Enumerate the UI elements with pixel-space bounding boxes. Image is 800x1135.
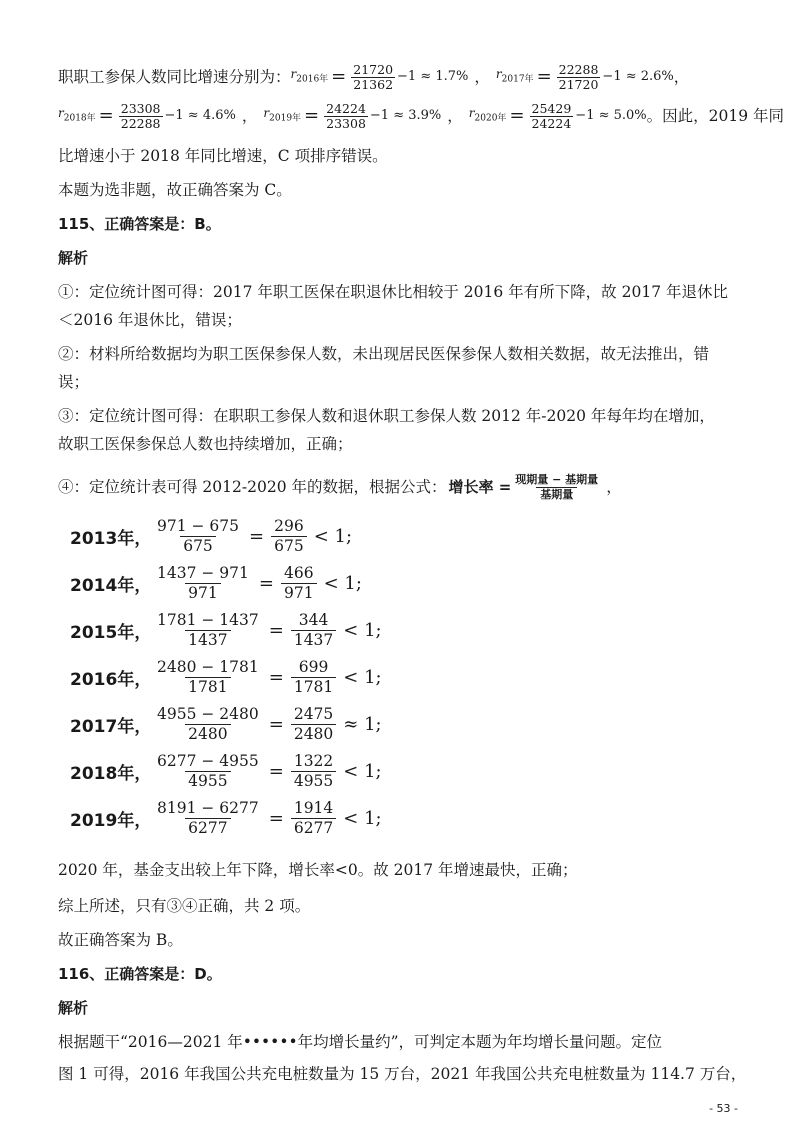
ratio-fraction: $\frac{466}{971}$	[281, 564, 317, 603]
year-label: 2015年，	[70, 622, 152, 643]
text-line: 故职工医保参保总人数也持续增加，正确；	[58, 435, 353, 453]
year-label: 2016年，	[70, 669, 152, 690]
text-line: 故正确答案为 B。	[58, 931, 183, 949]
year-label: 2013年，	[70, 528, 152, 549]
comparison: < 1;	[343, 760, 382, 782]
year-label: 2014年，	[70, 575, 152, 596]
text-line: 2020 年，基金支出较上年下降，增长率<0。故 2017 年增速最快，正确；	[58, 861, 578, 879]
rate-symbol: $r_{2018年}$	[58, 106, 96, 124]
difference-fraction: $\frac{1781 - 1437}{1437}$	[157, 610, 259, 649]
text-line: 本题为选非题，故正确答案为 C。	[58, 181, 292, 199]
year-label: 2018年，	[70, 763, 152, 784]
comparison: < 1;	[343, 807, 382, 829]
fraction: $\frac{22288}{21720}$	[558, 61, 599, 92]
answer-116: 116、正确答案是：D。	[58, 965, 222, 983]
calc-row: 2014年， $\frac{1437 - 971}{971}$ = $\frac{466}{971}$ < 1;	[70, 563, 362, 602]
calc-row: 2018年， $\frac{6277 - 4955}{4955}$ = $\frac{1322}{4955}$ < 1;	[70, 751, 382, 790]
year-label: 2017年，	[70, 716, 152, 737]
year-label: 2019年，	[70, 810, 152, 831]
difference-fraction: $\frac{2480 - 1781}{1781}$	[157, 657, 259, 696]
fraction: $\frac{25429}{24224}$	[531, 100, 572, 131]
growth-rate-line-1: 职职工参保人数同比增速分别为： $r_{2016年}$ = $\frac{21720}{21362}$ −1 ≈ 1.7% ， $r_{2017年}$ = $\frac{22288}{21720}$ −1 ≈ 2.6% ，	[58, 61, 690, 92]
rate-symbol: $r_{2017年}$	[495, 67, 534, 85]
difference-fraction: $\frac{971 - 675}{675}$	[157, 516, 240, 555]
calc-row: 2015年， $\frac{1781 - 1437}{1437}$ = $\frac{344}{1437}$ < 1;	[70, 610, 382, 649]
calc-row: 2019年， $\frac{8191 - 6277}{6277}$ = $\frac{1914}{6277}$ < 1;	[70, 798, 382, 837]
ratio-fraction: $\frac{1914}{6277}$	[291, 799, 336, 838]
text-line: ①：定位统计图可得：2017 年职工医保在职退休比相较于 2016 年有所下降，故 2017 年退休比	[58, 283, 728, 301]
difference-fraction: $\frac{6277 - 4955}{4955}$	[157, 751, 259, 790]
text-line: 误；	[58, 373, 90, 391]
text-line: ③：定位统计图可得：在职职工参保人数和退休职工参保人数 2012 年-2020 年每年均在增加，	[58, 407, 715, 425]
ratio-fraction: $\frac{344}{1437}$	[291, 611, 336, 650]
growth-rate-line-2: $r_{2018年}$ = $\frac{23308}{22288}$ −1 ≈ 4.6% ， $r_{2019年}$ = $\frac{24224}{23308}$ −1 ≈ 3.9% ， $r_{2020年}$ = $\frac{25429}{24224}$ −1 ≈ 5.0% 。因此，2019 年同	[58, 100, 785, 131]
comparison: < 1;	[343, 619, 382, 641]
fraction: $\frac{21720}{21362}$	[353, 61, 394, 92]
calc-row: 2016年， $\frac{2480 - 1781}{1781}$ = $\frac{699}{1781}$ < 1;	[70, 657, 382, 696]
difference-fraction: $\frac{8191 - 6277}{6277}$	[157, 798, 259, 837]
rate-symbol: $r_{2016年}$	[290, 67, 329, 85]
text-line: ＜2016 年退休比，错误；	[58, 311, 242, 329]
growth-formula: $\frac{\text{现期量 − 基期量}}{\text{基期量}}$	[515, 472, 599, 501]
difference-fraction: $\frac{4955 - 2480}{2480}$	[157, 704, 259, 743]
fraction: $\frac{24224}{23308}$	[326, 100, 366, 131]
difference-fraction: $\frac{1437 - 971}{971}$	[157, 563, 249, 602]
comparison: < 1;	[313, 525, 353, 547]
ratio-fraction: $\frac{699}{1781}$	[291, 658, 336, 697]
text-line: 比增速小于 2018 年同比增速，C 项排序错误。	[58, 147, 388, 165]
comparison: < 1;	[343, 666, 382, 688]
ratio-fraction: $\frac{296}{675}$	[271, 517, 307, 556]
answer-115: 115、正确答案是：B。	[58, 215, 221, 233]
page-number: - 53 -	[709, 1102, 738, 1115]
fraction: $\frac{23308}{22288}$	[120, 100, 161, 131]
comparison: < 1;	[323, 572, 362, 594]
analysis-heading: 解析	[58, 249, 89, 267]
rate-symbol: $r_{2020年}$	[468, 106, 507, 124]
analysis-heading: 解析	[58, 999, 89, 1017]
text-line: 图 1 可得，2016 年我国公共充电桩数量为 15 万台，2021 年我国公共充电桩数量为 114.7 万台，	[58, 1065, 747, 1083]
calc-row: 2013年， $\frac{971 - 675}{675}$ = $\frac{296}{675}$ < 1;	[70, 516, 353, 555]
comparison: ≈ 1;	[343, 713, 382, 735]
ratio-fraction: $\frac{2475}{2480}$	[291, 705, 336, 744]
text-line: ②：材料所给数据均为职工医保参保人数，未出现居民医保参保人数相关数据，故无法推出，错	[58, 345, 710, 363]
ratio-fraction: $\frac{1322}{4955}$	[291, 752, 336, 791]
calc-row: 2017年， $\frac{4955 - 2480}{2480}$ = $\frac{2475}{2480}$ ≈ 1;	[70, 704, 382, 743]
lead-text: 职职工参保人数同比增速分别为：	[58, 68, 291, 86]
rate-symbol: $r_{2019年}$	[263, 106, 302, 124]
text-line: 根据题干“2016—2021 年••••••年均增长量约”，可判定本题为年均增长量问题。定位	[58, 1033, 663, 1051]
formula-line: ④：定位统计表可得 2012-2020 年的数据，根据公式： 增长率 = $\frac{\text{现期量 − 基期量}}{\text{基期量}}$ ，	[58, 472, 622, 501]
text-line: 综上所述，只有③④正确，共 2 项。	[58, 897, 311, 915]
